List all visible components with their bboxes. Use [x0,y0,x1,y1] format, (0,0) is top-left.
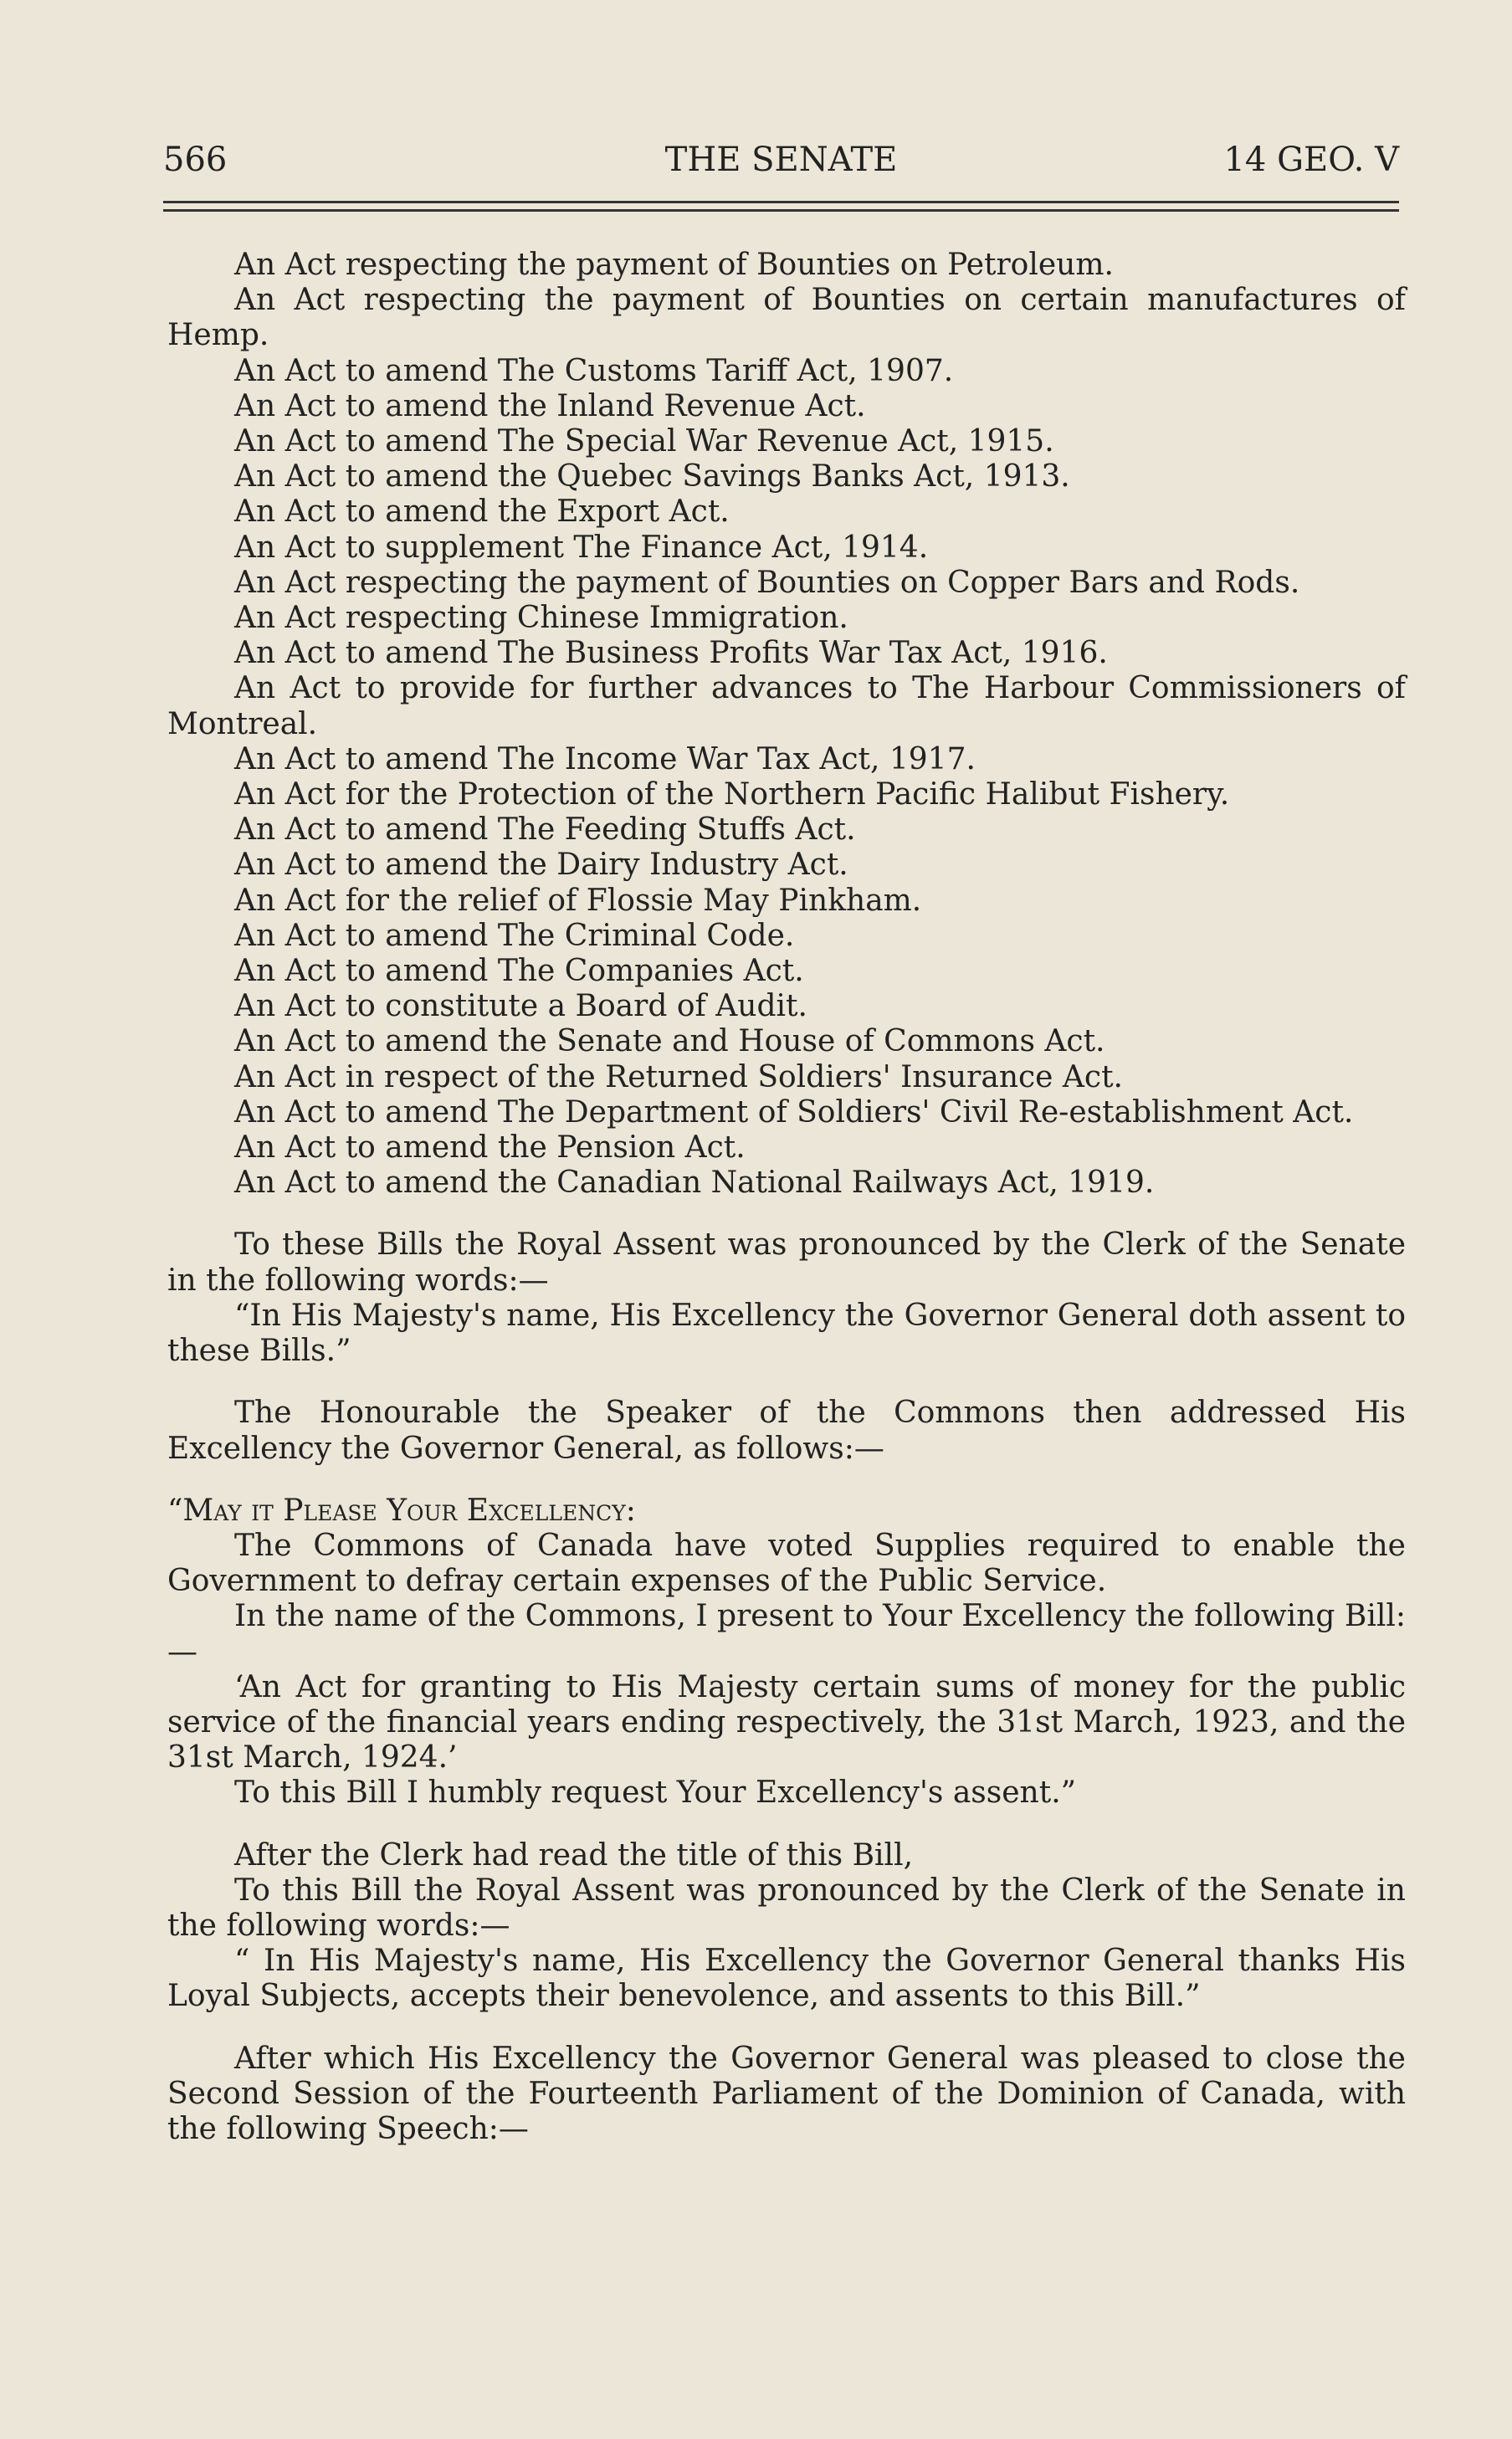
act-item: An Act to amend The Income War Tax Act, 1917. [234,741,976,776]
act-item: An Act to amend the Canadian National Railways Act, 1919. [234,1166,1155,1201]
closing-paragraph: After which His Excellency the Governor General was pleased to close the Second Session of the Fourteenth Parliament of the Dominion of Canada, with the following Speech:— [167,2041,1406,2146]
clerk-read-paragraph: After the Clerk had read the title of this Bill, [234,1837,914,1873]
act-item: An Act respecting the payment of Bounties on Petroleum. [234,248,1114,282]
act-item: An Act to amend The Customs Tariff Act, 1907. [234,353,954,388]
act-item: An Act to amend the Inland Revenue Act. [234,388,866,423]
act-item: An Act to amend the Dairy Industry Act. [234,848,848,883]
thanks-words-paragraph: “ In His Majesty's name, His Excellency the Governor General thanks His Loyal Subjects, accepts their benevolence, and assents to this Bill.” [167,1944,1406,2014]
assent-intro-paragraph: To these Bills the Royal Assent was pronounced by the Clerk of the Senate in the following words:— [167,1227,1406,1298]
supplies-paragraph: The Commons of Canada have voted Supplies required to enable the Government to defray certain expenses of the Public Service. [167,1528,1406,1599]
act-item: An Act respecting Chinese Immigration. [234,601,848,636]
assent-words-paragraph: “In His Majesty's name, His Excellency the Governor General doth assent to these Bills.” [167,1298,1406,1369]
address-heading: “May it Please Your Excellency: [167,1493,636,1528]
act-item: An Act to amend The Special War Revenue Act, 1915. [234,424,1054,459]
act-item: An Act to amend the Quebec Savings Banks Act, 1913. [234,459,1070,494]
act-item: An Act to provide for further advances to The Harbour Commissioners of Montreal. [167,671,1406,741]
act-item: An Act to supplement The Finance Act, 1914. [234,530,929,565]
header-rule-top [163,201,1399,203]
act-item: An Act to amend The Business Profits War Tax Act, 1916. [234,636,1108,671]
act-item: An Act for the Protection of the Northern Pacific Halibut Fishery. [234,777,1230,812]
act-item: An Act to amend the Pension Act. [234,1130,746,1166]
speaker-intro-paragraph: The Honourable the Speaker of the Commons then addressed His Excellency the Governor General, as follows:— [167,1396,1406,1466]
act-item: An Act to amend the Senate and House of Commons Act. [234,1024,1105,1059]
present-bill-paragraph: In the name of the Commons, I present to Your Excellency the following Bill:— [167,1599,1406,1669]
header-rule-bottom [163,209,1399,212]
page-body [167,248,1406,2147]
assent-intro-2-paragraph: To this Bill the Royal Assent was pronounced by the Clerk of the Senate in the following words:— [167,1873,1406,1943]
act-item: An Act in respect of the Returned Soldiers' Insurance Act. [234,1059,1123,1094]
act-item: An Act to amend The Companies Act. [234,954,804,989]
bill-title-paragraph: ‘An Act for granting to His Majesty certain sums of money for the public service of the financial years ending respectively, the 31st March, 1923, and the 31st March, 1924.’ [167,1669,1406,1775]
act-item: An Act to amend The Criminal Code. [234,918,795,953]
acts-list [167,248,1406,1201]
running-title: THE SENATE [664,141,898,179]
act-item: An Act to amend the Export Act. [234,494,730,530]
act-item: An Act to amend The Department of Soldiers' Civil Re-establishment Act. [234,1094,1354,1130]
act-item: An Act respecting the payment of Bounties on Copper Bars and Rods. [234,565,1300,600]
act-item: An Act for the relief of Flossie May Pinkham. [234,883,922,918]
act-item: An Act respecting the payment of Bounties on certain manufactures of Hemp. [167,283,1406,353]
act-item: An Act to constitute a Board of Audit. [234,989,807,1024]
regnal-year: 14 GEO. V [1223,141,1399,179]
act-item: An Act to amend The Feeding Stuffs Act. [234,812,856,848]
page-header [163,141,1399,191]
page-number: 566 [163,141,228,179]
request-assent-paragraph: To this Bill I humbly request Your Excellency's assent.” [234,1775,1077,1811]
